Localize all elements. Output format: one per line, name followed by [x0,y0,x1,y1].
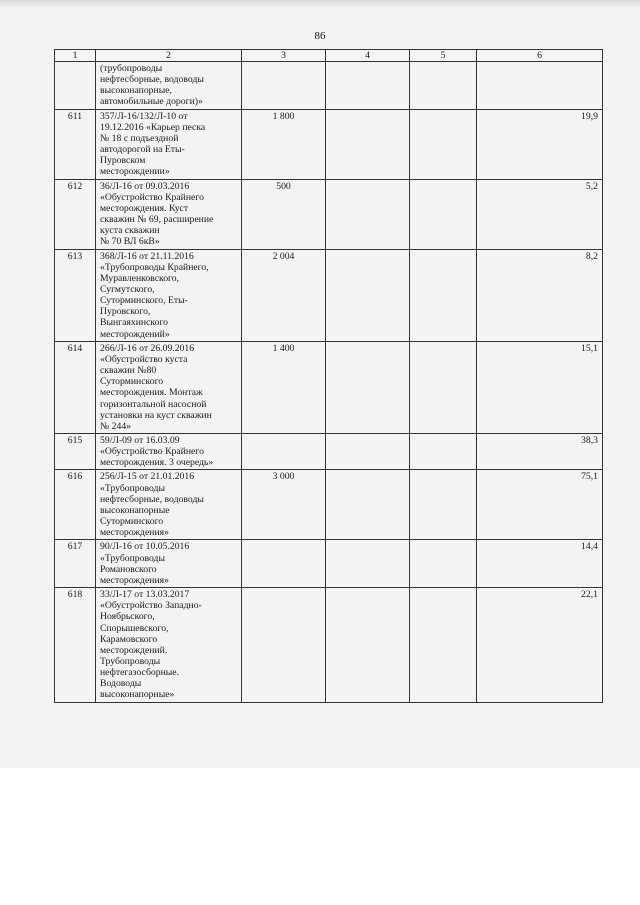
column-5-value [410,540,477,588]
column-4-value [326,434,410,470]
description-line: 266/Л-16 от 26.09.2016 [100,342,195,354]
object-description [96,540,242,588]
description-line: месторождения. Монтаж [100,387,203,399]
description-line: Муравленковского, [100,272,180,284]
column-3-value [242,588,326,703]
column-6-value: 5,2 [477,179,603,249]
description-line: месторождении» [100,166,170,178]
description-line: «Обустройство Западно- [100,600,202,612]
description-line: нефтегазосборные. [100,667,179,679]
table-body [55,62,603,703]
table-row [55,540,603,588]
description-line: 36/Л-16 от 09.03.2016 [100,180,190,192]
description-line: Пуровского, [100,306,151,318]
column-3-value [242,540,326,588]
description-line: «Обустройство Крайнего [100,446,204,458]
column-4-value [326,109,410,179]
description-line: горизонтальной насосной [100,398,207,410]
table-row [55,470,603,540]
table-row [55,109,603,179]
description-line: 59/Л-09 от 16.03.09 [100,435,180,446]
column-4-value [326,341,410,433]
column-6-value: 14,4 [477,540,603,588]
table-row [55,179,603,249]
description-line: Спорышевского, [100,622,169,634]
row-number: 617 [55,540,96,588]
description-line: куста скважин [100,225,160,237]
column-5-value [410,341,477,433]
column-4-value [326,249,410,341]
description-line: месторождений. [100,644,168,656]
column-header: 3 [242,50,326,62]
column-4-value [326,179,410,249]
column-3-value [242,434,326,470]
description-line: № 70 ВЛ 6кВ» [100,236,160,248]
description-line: высоконапорные» [100,689,175,701]
object-description [96,588,242,703]
column-3-value: 1 400 [242,341,326,433]
table-row [55,434,603,470]
scan-edge-shadow [0,0,640,8]
description-line: «Обустройство куста [100,353,188,365]
description-line: «Обустройство Крайнего [100,191,204,203]
description-line: скважин №80 [100,365,157,377]
document-table [54,49,603,703]
column-6-value: 15,1 [477,341,603,433]
description-line: (трубопроводы [100,63,163,74]
description-line: № 244» [100,420,132,432]
object-description [96,62,242,110]
column-4-value [326,588,410,703]
row-number: 611 [55,109,96,179]
column-6-value: 8,2 [477,249,603,341]
description-line: высоконапорные, [100,85,172,97]
description-line: Суторминского [100,516,164,528]
object-description [96,179,242,249]
description-line: Карамовского [100,633,158,645]
table-header-row [55,50,603,62]
row-number: 615 [55,434,96,470]
description-line: 368/Л-16 от 21.11.2016 [100,250,194,262]
column-5-value [410,434,477,470]
column-6-value [477,62,603,110]
column-3-value: 500 [242,179,326,249]
description-line: месторождения. Куст [100,202,189,214]
description-line: месторождения» [100,527,169,539]
row-number: 616 [55,470,96,540]
description-line: Сугмутского, [100,283,155,295]
row-number: 613 [55,249,96,341]
description-line: Ноябрьского, [100,611,155,623]
column-3-value [242,62,326,110]
column-5-value [410,179,477,249]
description-line: Водоводы [100,678,142,690]
description-line: нефтесборные, водоводы [100,493,204,505]
row-number [55,62,96,110]
description-line: Вынгаяхинского [100,317,169,329]
object-description [96,341,242,433]
table-row [55,341,603,433]
table-row [55,62,603,110]
description-line: нефтесборные, водоводы [100,74,204,86]
column-5-value [410,249,477,341]
column-3-value: 3 000 [242,470,326,540]
description-line: месторождения» [100,574,169,586]
description-line: 19.12.2016 «Карьер песка [100,121,206,133]
row-number: 618 [55,588,96,703]
object-description [96,434,242,470]
object-description [96,470,242,540]
description-line: «Трубопроводы [100,482,165,494]
column-header: 5 [410,50,477,62]
description-line: 357/Л-16/132/Л-10 от [100,110,188,122]
row-number: 614 [55,341,96,433]
column-4-value [326,540,410,588]
column-header: 2 [96,50,242,62]
description-line: № 18 с подъездной [100,132,179,144]
column-5-value [410,470,477,540]
column-4-value [326,470,410,540]
column-6-value: 19,9 [477,109,603,179]
description-line: «Трубопроводы Крайнего, [100,261,209,273]
column-5-value [410,62,477,110]
description-line: месторождения. 3 очередь» [100,457,214,469]
page-number: 86 [314,30,326,42]
description-line: месторождений» [100,328,170,340]
column-6-value: 22,1 [477,588,603,703]
description-line: Романовского [100,563,157,575]
description-line: Суторминского, Еты- [100,295,188,307]
column-header: 4 [326,50,410,62]
column-6-value: 75,1 [477,470,603,540]
column-6-value: 38,3 [477,434,603,470]
description-line: автомобильные дороги)» [100,96,203,108]
description-line: Пуровском [100,155,146,167]
row-number: 612 [55,179,96,249]
description-line: высоконапорные [100,504,170,516]
column-4-value [326,62,410,110]
description-line: 90/Л-16 от 10.05.2016 [100,541,190,553]
object-description [96,249,242,341]
column-3-value: 1 800 [242,109,326,179]
column-header: 6 [477,50,603,62]
description-line: «Трубопроводы [100,552,165,564]
column-header: 1 [55,50,96,62]
table-row [55,249,603,341]
description-line: 256/Л-15 от 21.01.2016 [100,471,195,483]
description-line: Трубопроводы [100,655,161,667]
description-line: 33/Л-17 от 13.03.2017 [100,589,190,601]
column-5-value [410,109,477,179]
description-line: автодорогой на Еты- [100,144,185,156]
description-line: установки на куст скважин [100,409,212,421]
object-description [96,109,242,179]
table-row [55,588,603,703]
description-line: скважин № 69, расширение [100,214,214,226]
column-5-value [410,588,477,703]
description-line: Суторминского [100,376,164,388]
column-3-value: 2 004 [242,249,326,341]
